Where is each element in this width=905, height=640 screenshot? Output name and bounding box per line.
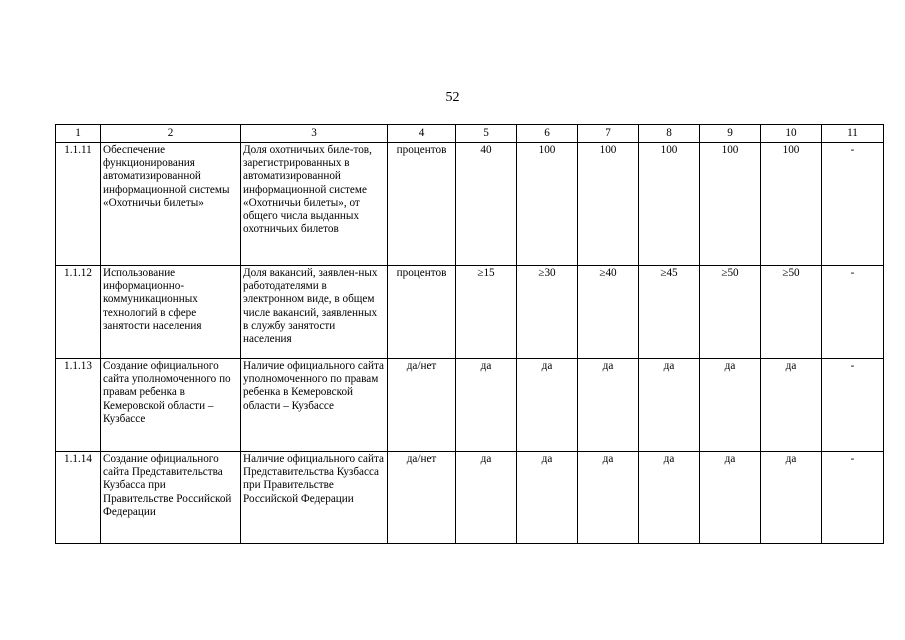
row-number: 1.1.12 xyxy=(56,266,101,359)
column-header: 8 xyxy=(639,125,700,143)
value-cell: да xyxy=(639,359,700,452)
header-row xyxy=(56,125,884,143)
column-header: 4 xyxy=(388,125,456,143)
table-row xyxy=(56,359,884,452)
value-cell: ≥50 xyxy=(700,266,761,359)
row-number: 1.1.13 xyxy=(56,359,101,452)
activity-name: Создание официального сайта уполномоченного по правам ребенка в Кемеровской области – Кузбассе xyxy=(101,359,241,452)
activity-name: Использование информационно-коммуникационных технологий в сфере занятости населения xyxy=(101,266,241,359)
value-cell: да xyxy=(761,359,822,452)
value-cell: 40 xyxy=(456,143,517,266)
value-cell: 100 xyxy=(761,143,822,266)
value-cell: - xyxy=(822,266,884,359)
unit-cell: процентов xyxy=(388,143,456,266)
value-cell: ≥45 xyxy=(639,266,700,359)
indicator-name: Доля охотничьих биле-тов, зарегистрированных в автоматизированной информационной системе «Охотничьи билеты», от общего числа выданных охотничьих билетов xyxy=(241,143,388,266)
column-header: 10 xyxy=(761,125,822,143)
value-cell: да xyxy=(517,359,578,452)
value-cell: 100 xyxy=(639,143,700,266)
unit-cell: да/нет xyxy=(388,359,456,452)
unit-cell: да/нет xyxy=(388,452,456,544)
table-row xyxy=(56,266,884,359)
column-header: 11 xyxy=(822,125,884,143)
column-header: 1 xyxy=(56,125,101,143)
value-cell: да xyxy=(578,359,639,452)
value-cell: ≥15 xyxy=(456,266,517,359)
value-cell: да xyxy=(700,359,761,452)
row-number: 1.1.14 xyxy=(56,452,101,544)
value-cell: да xyxy=(639,452,700,544)
value-cell: 100 xyxy=(700,143,761,266)
indicator-name: Наличие официального сайта уполномоченного по правам ребенка в Кемеровской области – Кузбассе xyxy=(241,359,388,452)
value-cell: ≥40 xyxy=(578,266,639,359)
table-row xyxy=(56,452,884,544)
unit-cell: процентов xyxy=(388,266,456,359)
indicator-name: Наличие официального сайта Представительства Кузбасса при Правительстве Российской Федерации xyxy=(241,452,388,544)
column-header: 3 xyxy=(241,125,388,143)
value-cell: да xyxy=(456,359,517,452)
table-row xyxy=(56,143,884,266)
value-cell: - xyxy=(822,452,884,544)
value-cell: да xyxy=(578,452,639,544)
column-header: 7 xyxy=(578,125,639,143)
page-number: 52 xyxy=(445,90,460,105)
column-header: 5 xyxy=(456,125,517,143)
value-cell: ≥30 xyxy=(517,266,578,359)
value-cell: ≥50 xyxy=(761,266,822,359)
column-header: 6 xyxy=(517,125,578,143)
value-cell: да xyxy=(761,452,822,544)
activity-name: Создание официального сайта Представительства Кузбасса при Правительстве Российской Федерации xyxy=(101,452,241,544)
activity-name: Обеспечение функционирования автоматизированной информационной системы «Охотничьи билеты» xyxy=(101,143,241,266)
value-cell: - xyxy=(822,359,884,452)
value-cell: 100 xyxy=(578,143,639,266)
column-header: 9 xyxy=(700,125,761,143)
value-cell: 100 xyxy=(517,143,578,266)
value-cell: да xyxy=(517,452,578,544)
column-header: 2 xyxy=(101,125,241,143)
indicators-table xyxy=(55,124,884,544)
row-number: 1.1.11 xyxy=(56,143,101,266)
value-cell: да xyxy=(456,452,517,544)
value-cell: да xyxy=(700,452,761,544)
indicator-name: Доля вакансий, заявлен-ных работодателями в электронном виде, в общем числе вакансий, заявленных в службу занятости населения xyxy=(241,266,388,359)
value-cell: - xyxy=(822,143,884,266)
